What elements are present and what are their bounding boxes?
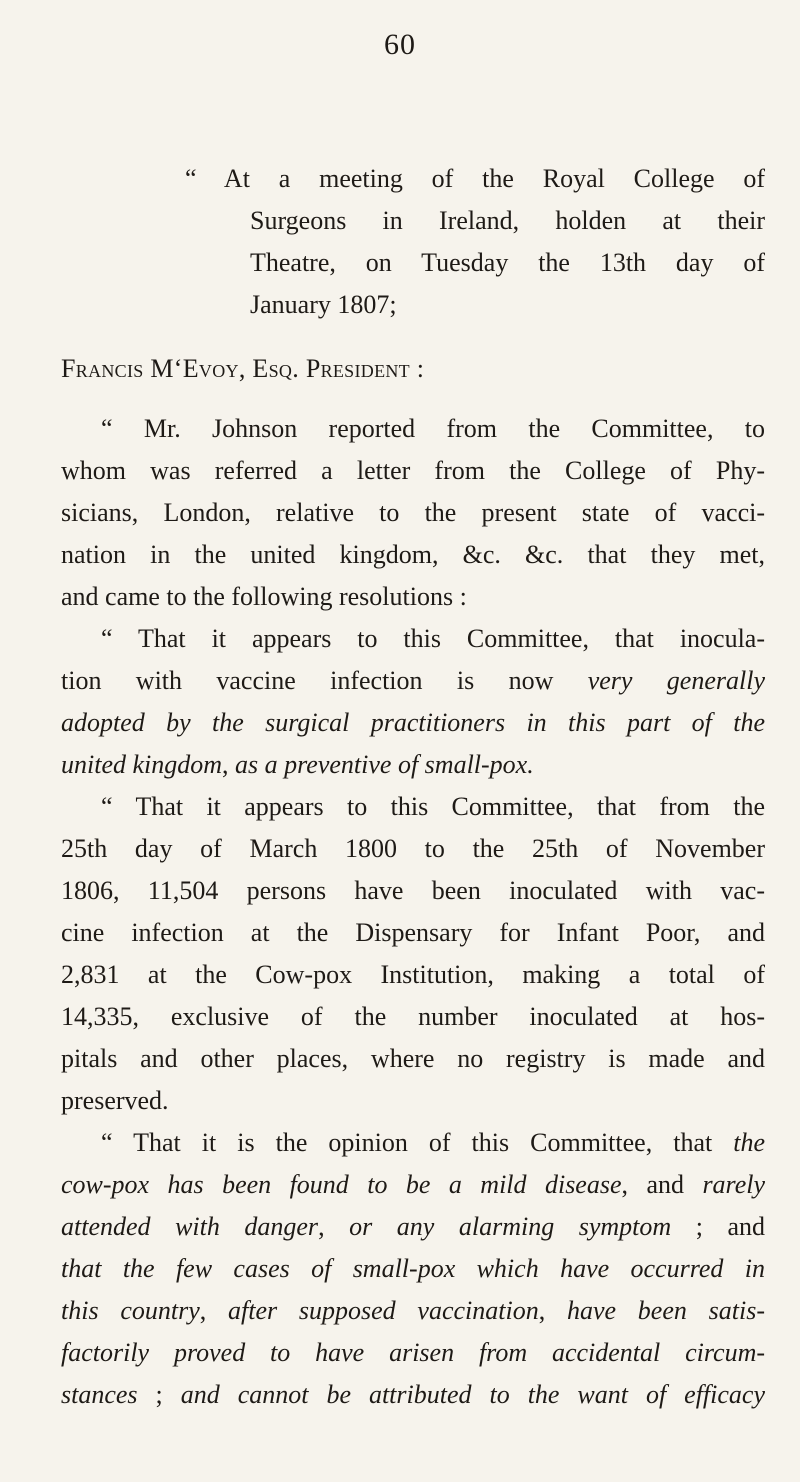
res3-line-7: stances ; and cannot be attributed to the want of efficacy	[61, 1380, 765, 1409]
johnson-line-1: “ Mr. Johnson reported from the Committee, to	[101, 414, 765, 443]
res1-line-3: adopted by the surgical practitioners in this part of the	[61, 708, 765, 737]
res3-line-1: “ That it is the opinion of this Committee, that the	[101, 1128, 765, 1157]
res2-line-7: pitals and other places, where no registry is made and	[61, 1044, 765, 1073]
johnson-line-5: and came to the following resolutions :	[61, 582, 467, 611]
res3-line-3: attended with danger, or any alarming symptom ; and	[61, 1212, 765, 1241]
res1-line-2: tion with vaccine infection is now very generally	[61, 666, 765, 695]
res3-line-5: this country, after supposed vaccination, have been satis-	[61, 1296, 765, 1325]
res2-line-1: “ That it appears to this Committee, that from the	[101, 792, 765, 821]
johnson-line-4: nation in the united kingdom, &c. &c. that they met,	[61, 540, 765, 569]
res3-line-2: cow-pox has been found to be a mild disease, and rarely	[61, 1170, 765, 1199]
res2-line-2: 25th day of March 1800 to the 25th of November	[61, 834, 765, 863]
meeting-line-3: Theatre, on Tuesday the 13th day of	[250, 248, 765, 277]
res1-line-1: “ That it appears to this Committee, that inocula-	[101, 624, 765, 653]
res3-line-4: that the few cases of small-pox which have occurred in	[61, 1254, 765, 1283]
president-line: Francis M‘Evoy, Esq. President :	[61, 354, 425, 383]
johnson-paragraph	[61, 408, 765, 1416]
meeting-line-4: January 1807;	[250, 290, 397, 319]
page-body	[61, 158, 765, 1416]
johnson-line-3: sicians, London, relative to the present state of vacci-	[61, 498, 765, 527]
res2-line-5: 2,831 at the Cow-pox Institution, making a total of	[61, 960, 765, 989]
res2-line-4: cine infection at the Dispensary for Infant Poor, and	[61, 918, 765, 947]
res3-line-6: factorily proved to have arisen from accidental circum-	[61, 1338, 765, 1367]
res2-line-6: 14,335, exclusive of the number inoculated at hos-	[61, 1002, 765, 1031]
johnson-line-2: whom was referred a letter from the College of Phy-	[61, 456, 765, 485]
res1-line-4: united kingdom, as a preventive of small-pox.	[61, 750, 534, 779]
page-number: 60	[384, 28, 416, 61]
meeting-line-1: “ At a meeting of the Royal College of	[185, 164, 765, 193]
res2-line-8: preserved.	[61, 1086, 169, 1115]
meeting-line-2: Surgeons in Ireland, holden at their	[250, 206, 765, 235]
res2-line-3: 1806, 11,504 persons have been inoculated with vac-	[61, 876, 765, 905]
